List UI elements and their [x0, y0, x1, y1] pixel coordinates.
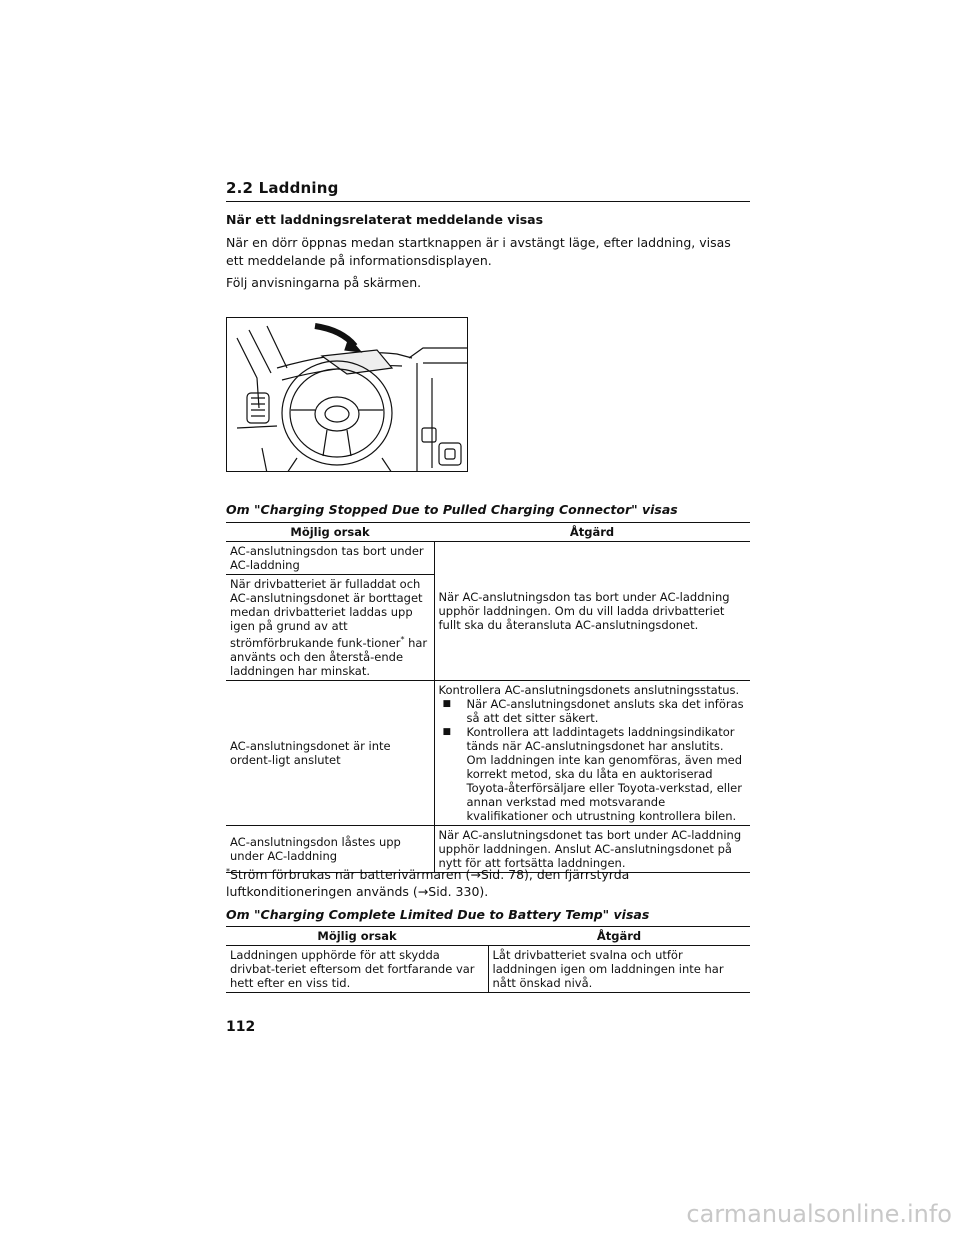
action-list: [439, 697, 747, 823]
table-row: [226, 542, 750, 575]
footnote: [226, 863, 750, 900]
cause-cell: Laddningen upphörde för att skydda drivbat-teriet eftersom det fortfarande var hett efter en viss tid.: [226, 946, 488, 993]
section-header: [226, 178, 750, 202]
table1: [226, 522, 750, 873]
cause-cell: AC-anslutningsdon låstes upp under AC-laddning: [226, 825, 434, 872]
dashboard-illustration: [226, 317, 468, 472]
action-cell: När AC-anslutningsdon tas bort under AC-laddning upphör laddningen. Om du vill ladda drivbatteriet fullt ska du återansluta AC-anslutningsdonet.: [434, 542, 750, 681]
table-header-row: [226, 523, 750, 542]
column-header-cause: Möjlig orsak: [226, 927, 488, 946]
footnote-marker: *: [400, 635, 405, 644]
table-row: [226, 680, 750, 825]
cause-cell: [226, 575, 434, 681]
page-number: 112: [226, 1019, 256, 1035]
section-title: 2.2 Laddning: [226, 179, 339, 197]
action-cell: När AC-anslutningsdonet tas bort under AC-laddning upphör laddningen. Anslut AC-anslutningsdonet på nytt för att fortsätta laddningen.: [434, 825, 750, 872]
footnote-text: Ström förbrukas när batterivärmaren (→Sid. 78), den fjärrstyrda luftkonditioneringen används (→Sid. 330).: [226, 867, 630, 900]
table1-title: Om "Charging Stopped Due to Pulled Charging Connector" visas: [226, 502, 678, 517]
table2: [226, 926, 750, 993]
cause-text: När drivbatteriet är fulladdat och AC-anslutningsdonet är borttaget medan drivbatteriet laddas upp igen på grund av att strömförbrukande funk-tioner: [230, 577, 423, 650]
column-header-action: Åtgärd: [488, 927, 750, 946]
action-cell: Låt drivbatteriet svalna och utför laddningen igen om laddningen inte har nått önskad nivå.: [488, 946, 750, 993]
table-header-row: [226, 927, 750, 946]
instruction-paragraph: Följ anvisningarna på skärmen.: [226, 275, 422, 290]
intro-paragraph: När en dörr öppnas medan startknappen är i avstängt läge, efter laddning, visas ett meddelande på informationsdisplayen.: [226, 235, 731, 268]
list-item: ■ Kontrollera att laddintagets laddningsindikator tänds när AC-anslutningsdonet har anslutits. Om laddningen inte kan genomföras, även med korrekt metod, ska du låta en auktoriserad Toyota-återförsäljare eller Toyota-verkstad, eller annan verkstad med motsvarande kvalifikationer och utrustning kontrollera bilen.: [439, 725, 747, 823]
column-header-action: Åtgärd: [434, 523, 750, 542]
cause-cell: AC-anslutningsdon tas bort under AC-laddning: [226, 542, 434, 575]
intro-heading: När ett laddningsrelaterat meddelande visas: [226, 212, 544, 227]
action-cell: [434, 680, 750, 825]
action-intro: Kontrollera AC-anslutningsdonets anslutningsstatus.: [438, 682, 740, 697]
watermark: carmanualsonline.info: [686, 1200, 952, 1228]
column-header-cause: Möjlig orsak: [226, 523, 434, 542]
cause-cell: AC-anslutningsdonet är inte ordent-ligt anslutet: [226, 680, 434, 825]
footnote-marker: *: [226, 867, 230, 876]
table-row: [226, 946, 750, 993]
list-item: ■ När AC-anslutningsdonet ansluts ska det införas så att det sitter säkert.: [439, 697, 747, 725]
table2-title: Om "Charging Complete Limited Due to Battery Temp" visas: [226, 907, 650, 922]
steering-wheel-icon: [227, 318, 468, 472]
cause-text-cont: har använts och den återstå-ende laddningen har minskat.: [230, 635, 428, 678]
